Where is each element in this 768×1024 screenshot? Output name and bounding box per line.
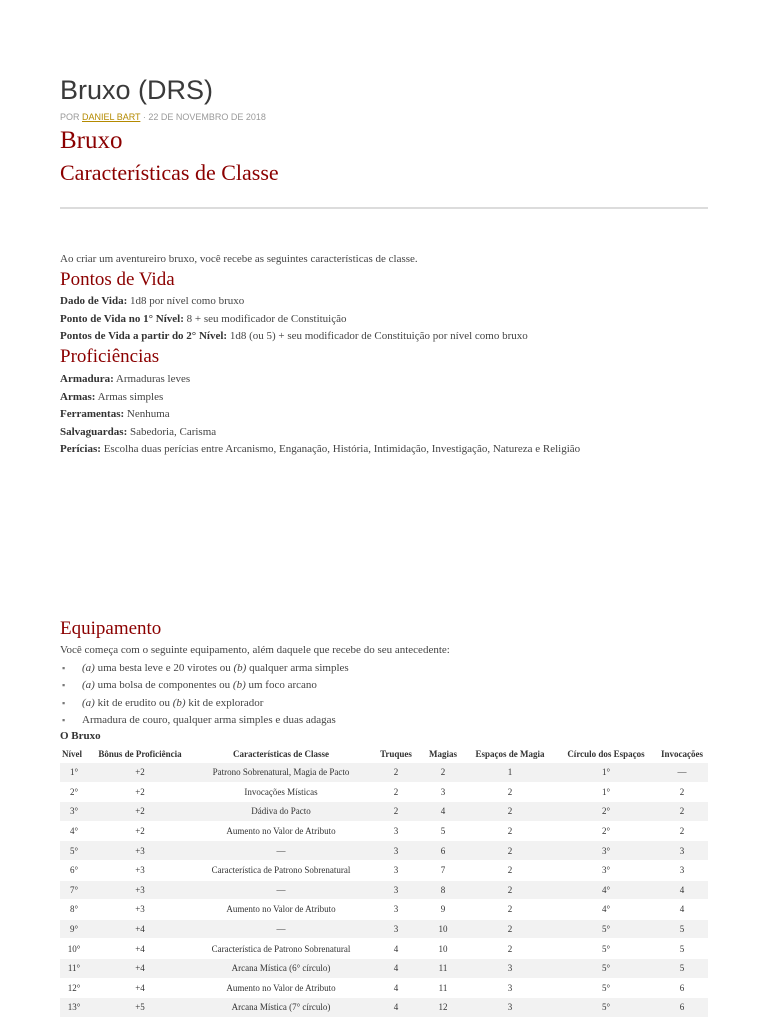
- cantrips-cell: 2: [370, 782, 422, 802]
- class-heading: Bruxo: [60, 127, 123, 154]
- proficiency-bonus-cell: +4: [88, 919, 192, 939]
- spell-slots-cell: 3: [464, 998, 556, 1018]
- features-heading: Características de Classe: [60, 160, 279, 185]
- table-row: [60, 978, 708, 998]
- cantrips-cell: 4: [370, 958, 422, 978]
- proficiency-bonus-cell: +4: [88, 978, 192, 998]
- spells-cell: 2: [422, 763, 464, 782]
- proficiency-bonus-cell: +2: [88, 782, 192, 802]
- column-header: Espaços de Magia: [475, 748, 545, 759]
- invocations-cell: 5: [656, 958, 708, 978]
- bullet-icon: ▪: [62, 715, 66, 726]
- slot-level-cell: 5°: [556, 958, 656, 978]
- table-row: [60, 821, 708, 841]
- column-header: Truques: [380, 748, 412, 759]
- invocations-cell: 2: [656, 821, 708, 841]
- invocations-cell: 2: [656, 802, 708, 822]
- cantrips-cell: 4: [370, 939, 422, 959]
- level-cell: 6°: [60, 860, 88, 880]
- table-row: [60, 860, 708, 880]
- warlock-progression-table: [60, 744, 708, 1018]
- features-cell: —: [192, 880, 370, 900]
- slot-level-cell: 3°: [556, 841, 656, 861]
- equipment-list: [60, 660, 349, 730]
- proficiency-bonus-cell: +4: [88, 958, 192, 978]
- invocations-cell: 5: [656, 919, 708, 939]
- bullet-icon: ▪: [62, 697, 66, 708]
- table-row: [60, 958, 708, 978]
- table-row: [60, 763, 708, 782]
- spell-slots-cell: 3: [464, 958, 556, 978]
- level-cell: 10°: [60, 939, 88, 959]
- features-cell: Dádiva do Pacto: [192, 802, 370, 822]
- invocations-cell: 3: [656, 841, 708, 861]
- invocations-cell: 5: [656, 939, 708, 959]
- higher-level-hp-line: Pontos de Vida a partir do 2° Nível: 1d8 (ou 5) + seu modificador de Constituição por nível como bruxo: [60, 330, 528, 342]
- spell-slots-cell: 1: [464, 763, 556, 782]
- proficiency-bonus-cell: +5: [88, 998, 192, 1018]
- meta-separator: ·: [140, 112, 149, 122]
- post-meta: [60, 112, 266, 122]
- table-header-row: [60, 744, 708, 763]
- proficiency-bonus-cell: +3: [88, 880, 192, 900]
- spells-cell: 3: [422, 782, 464, 802]
- table-row: [60, 998, 708, 1018]
- invocations-cell: 6: [656, 998, 708, 1018]
- table-row: [60, 880, 708, 900]
- level-cell: 7°: [60, 880, 88, 900]
- proficiency-bonus-cell: +2: [88, 821, 192, 841]
- spells-cell: 9: [422, 900, 464, 920]
- invocations-cell: 3: [656, 860, 708, 880]
- spell-slots-cell: 3: [464, 978, 556, 998]
- proficiency-bonus-cell: +3: [88, 900, 192, 920]
- level-cell: 4°: [60, 821, 88, 841]
- equipment-heading: Equipamento: [60, 618, 162, 639]
- slot-level-cell: 3°: [556, 860, 656, 880]
- spells-cell: 10: [422, 939, 464, 959]
- spells-cell: 11: [422, 978, 464, 998]
- weapons-line: Armas: Armas simples: [60, 390, 164, 403]
- bullet-icon: ▪: [62, 680, 66, 691]
- tools-line: Ferramentas: Nenhuma: [60, 408, 170, 420]
- column-header: Características de Classe: [233, 748, 329, 759]
- proficiency-bonus-cell: +3: [88, 841, 192, 861]
- spells-cell: 8: [422, 880, 464, 900]
- equipment-intro: Você começa com o seguinte equipamento, além daquele que recebe do seu antecedente:: [60, 644, 450, 656]
- slot-level-cell: 5°: [556, 998, 656, 1018]
- spell-slots-cell: 2: [464, 880, 556, 900]
- cantrips-cell: 3: [370, 841, 422, 861]
- hit-dice-line: Dado de Vida: 1d8 por nível como bruxo: [60, 295, 245, 307]
- proficiency-bonus-cell: +2: [88, 763, 192, 782]
- slot-level-cell: 4°: [556, 880, 656, 900]
- armor-line: Armadura: Armaduras leves: [60, 373, 191, 385]
- level-cell: 3°: [60, 802, 88, 822]
- spells-cell: 6: [422, 841, 464, 861]
- level-cell: 1°: [60, 763, 88, 782]
- table-caption: O Bruxo: [60, 730, 101, 742]
- table-body: [60, 763, 708, 1017]
- list-item: ▪ (a) uma besta leve e 20 virotes ou (b) qualquer arma simples: [60, 660, 349, 677]
- invocations-cell: 6: [656, 978, 708, 998]
- list-item: ▪ Armadura de couro, qualquer arma simples e duas adagas: [60, 712, 349, 729]
- cantrips-cell: 2: [370, 802, 422, 822]
- invocations-cell: 4: [656, 880, 708, 900]
- cantrips-cell: 4: [370, 978, 422, 998]
- author-link[interactable]: DANIEL BART: [82, 112, 141, 122]
- proficiencies-heading: Proficiências: [60, 346, 160, 367]
- invocations-cell: —: [656, 763, 708, 782]
- invocations-cell: 4: [656, 900, 708, 920]
- table-row: [60, 802, 708, 822]
- features-cell: Patrono Sobrenatural, Magia de Pacto: [192, 763, 370, 782]
- table-row: [60, 782, 708, 802]
- table-row: [60, 939, 708, 959]
- list-item: ▪ (a) uma bolsa de componentes ou (b) um foco arcano: [60, 677, 349, 694]
- table-row: [60, 841, 708, 861]
- features-cell: Aumento no Valor de Atributo: [192, 900, 370, 920]
- features-cell: Aumento no Valor de Atributo: [192, 821, 370, 841]
- features-cell: Invocações Místicas: [192, 782, 370, 802]
- column-header: Invocações: [661, 748, 703, 759]
- spell-slots-cell: 2: [464, 900, 556, 920]
- features-cell: —: [192, 919, 370, 939]
- slot-level-cell: 1°: [556, 763, 656, 782]
- slot-level-cell: 2°: [556, 802, 656, 822]
- cantrips-cell: 4: [370, 998, 422, 1018]
- cantrips-cell: 2: [370, 763, 422, 782]
- features-cell: Arcana Mística (7° círculo): [192, 998, 370, 1018]
- features-cell: Característica de Patrono Sobrenatural: [192, 860, 370, 880]
- cantrips-cell: 3: [370, 860, 422, 880]
- level-cell: 11°: [60, 958, 88, 978]
- features-cell: Arcana Mística (6° círculo): [192, 958, 370, 978]
- intro-text: Ao criar um aventureiro bruxo, você recebe as seguintes características de classe.: [60, 253, 418, 265]
- features-cell: —: [192, 841, 370, 861]
- table-row: [60, 900, 708, 920]
- level-cell: 9°: [60, 919, 88, 939]
- features-cell: Característica de Patrono Sobrenatural: [192, 939, 370, 959]
- saving-throws-line: Salvaguardas: Sabedoria, Carisma: [60, 425, 217, 438]
- slot-level-cell: 5°: [556, 919, 656, 939]
- level-cell: 13°: [60, 998, 88, 1018]
- divider: [60, 207, 708, 209]
- spells-cell: 5: [422, 821, 464, 841]
- spell-slots-cell: 2: [464, 860, 556, 880]
- hit-points-heading: Pontos de Vida: [60, 269, 175, 290]
- level-cell: 2°: [60, 782, 88, 802]
- post-date: 22 DE NOVEMBRO DE 2018: [148, 112, 266, 122]
- list-item: ▪ (a) kit de erudito ou (b) kit de explorador: [60, 695, 349, 712]
- hit-points-block: [60, 293, 528, 346]
- cantrips-cell: 3: [370, 900, 422, 920]
- first-level-hp-line: Ponto de Vida no 1° Nível: 8 + seu modificador de Constituição: [60, 312, 347, 325]
- spell-slots-cell: 2: [464, 919, 556, 939]
- slot-level-cell: 4°: [556, 900, 656, 920]
- features-cell: Aumento no Valor de Atributo: [192, 978, 370, 998]
- proficiencies-block: [60, 371, 580, 459]
- spells-cell: 7: [422, 860, 464, 880]
- column-header: Círculo dos Espaços: [567, 748, 645, 759]
- spells-cell: 10: [422, 919, 464, 939]
- spells-cell: 11: [422, 958, 464, 978]
- slot-level-cell: 5°: [556, 978, 656, 998]
- slot-level-cell: 2°: [556, 821, 656, 841]
- level-cell: 8°: [60, 900, 88, 920]
- cantrips-cell: 3: [370, 880, 422, 900]
- spell-slots-cell: 2: [464, 821, 556, 841]
- level-cell: 5°: [60, 841, 88, 861]
- level-cell: 12°: [60, 978, 88, 998]
- slot-level-cell: 5°: [556, 939, 656, 959]
- spell-slots-cell: 2: [464, 939, 556, 959]
- proficiency-bonus-cell: +2: [88, 802, 192, 822]
- invocations-cell: 2: [656, 782, 708, 802]
- proficiency-bonus-cell: +4: [88, 939, 192, 959]
- proficiency-bonus-cell: +3: [88, 860, 192, 880]
- spell-slots-cell: 2: [464, 841, 556, 861]
- cantrips-cell: 3: [370, 919, 422, 939]
- column-header: Magias: [429, 748, 457, 759]
- cantrips-cell: 3: [370, 821, 422, 841]
- table-row: [60, 919, 708, 939]
- slot-level-cell: 1°: [556, 782, 656, 802]
- bullet-icon: ▪: [62, 663, 66, 673]
- meta-prefix: POR: [60, 112, 83, 122]
- spells-cell: 4: [422, 802, 464, 822]
- spells-cell: 12: [422, 998, 464, 1018]
- post-title: Bruxo (DRS): [60, 75, 214, 105]
- skills-line: Perícias: Escolha duas perícias entre Arcanismo, Enganação, História, Intimidação, Investigação, Natureza e Religião: [60, 443, 581, 455]
- spell-slots-cell: 2: [464, 782, 556, 802]
- spell-slots-cell: 2: [464, 802, 556, 822]
- column-header: Nível: [62, 748, 82, 759]
- column-header: Bônus de Proficiência: [98, 748, 182, 759]
